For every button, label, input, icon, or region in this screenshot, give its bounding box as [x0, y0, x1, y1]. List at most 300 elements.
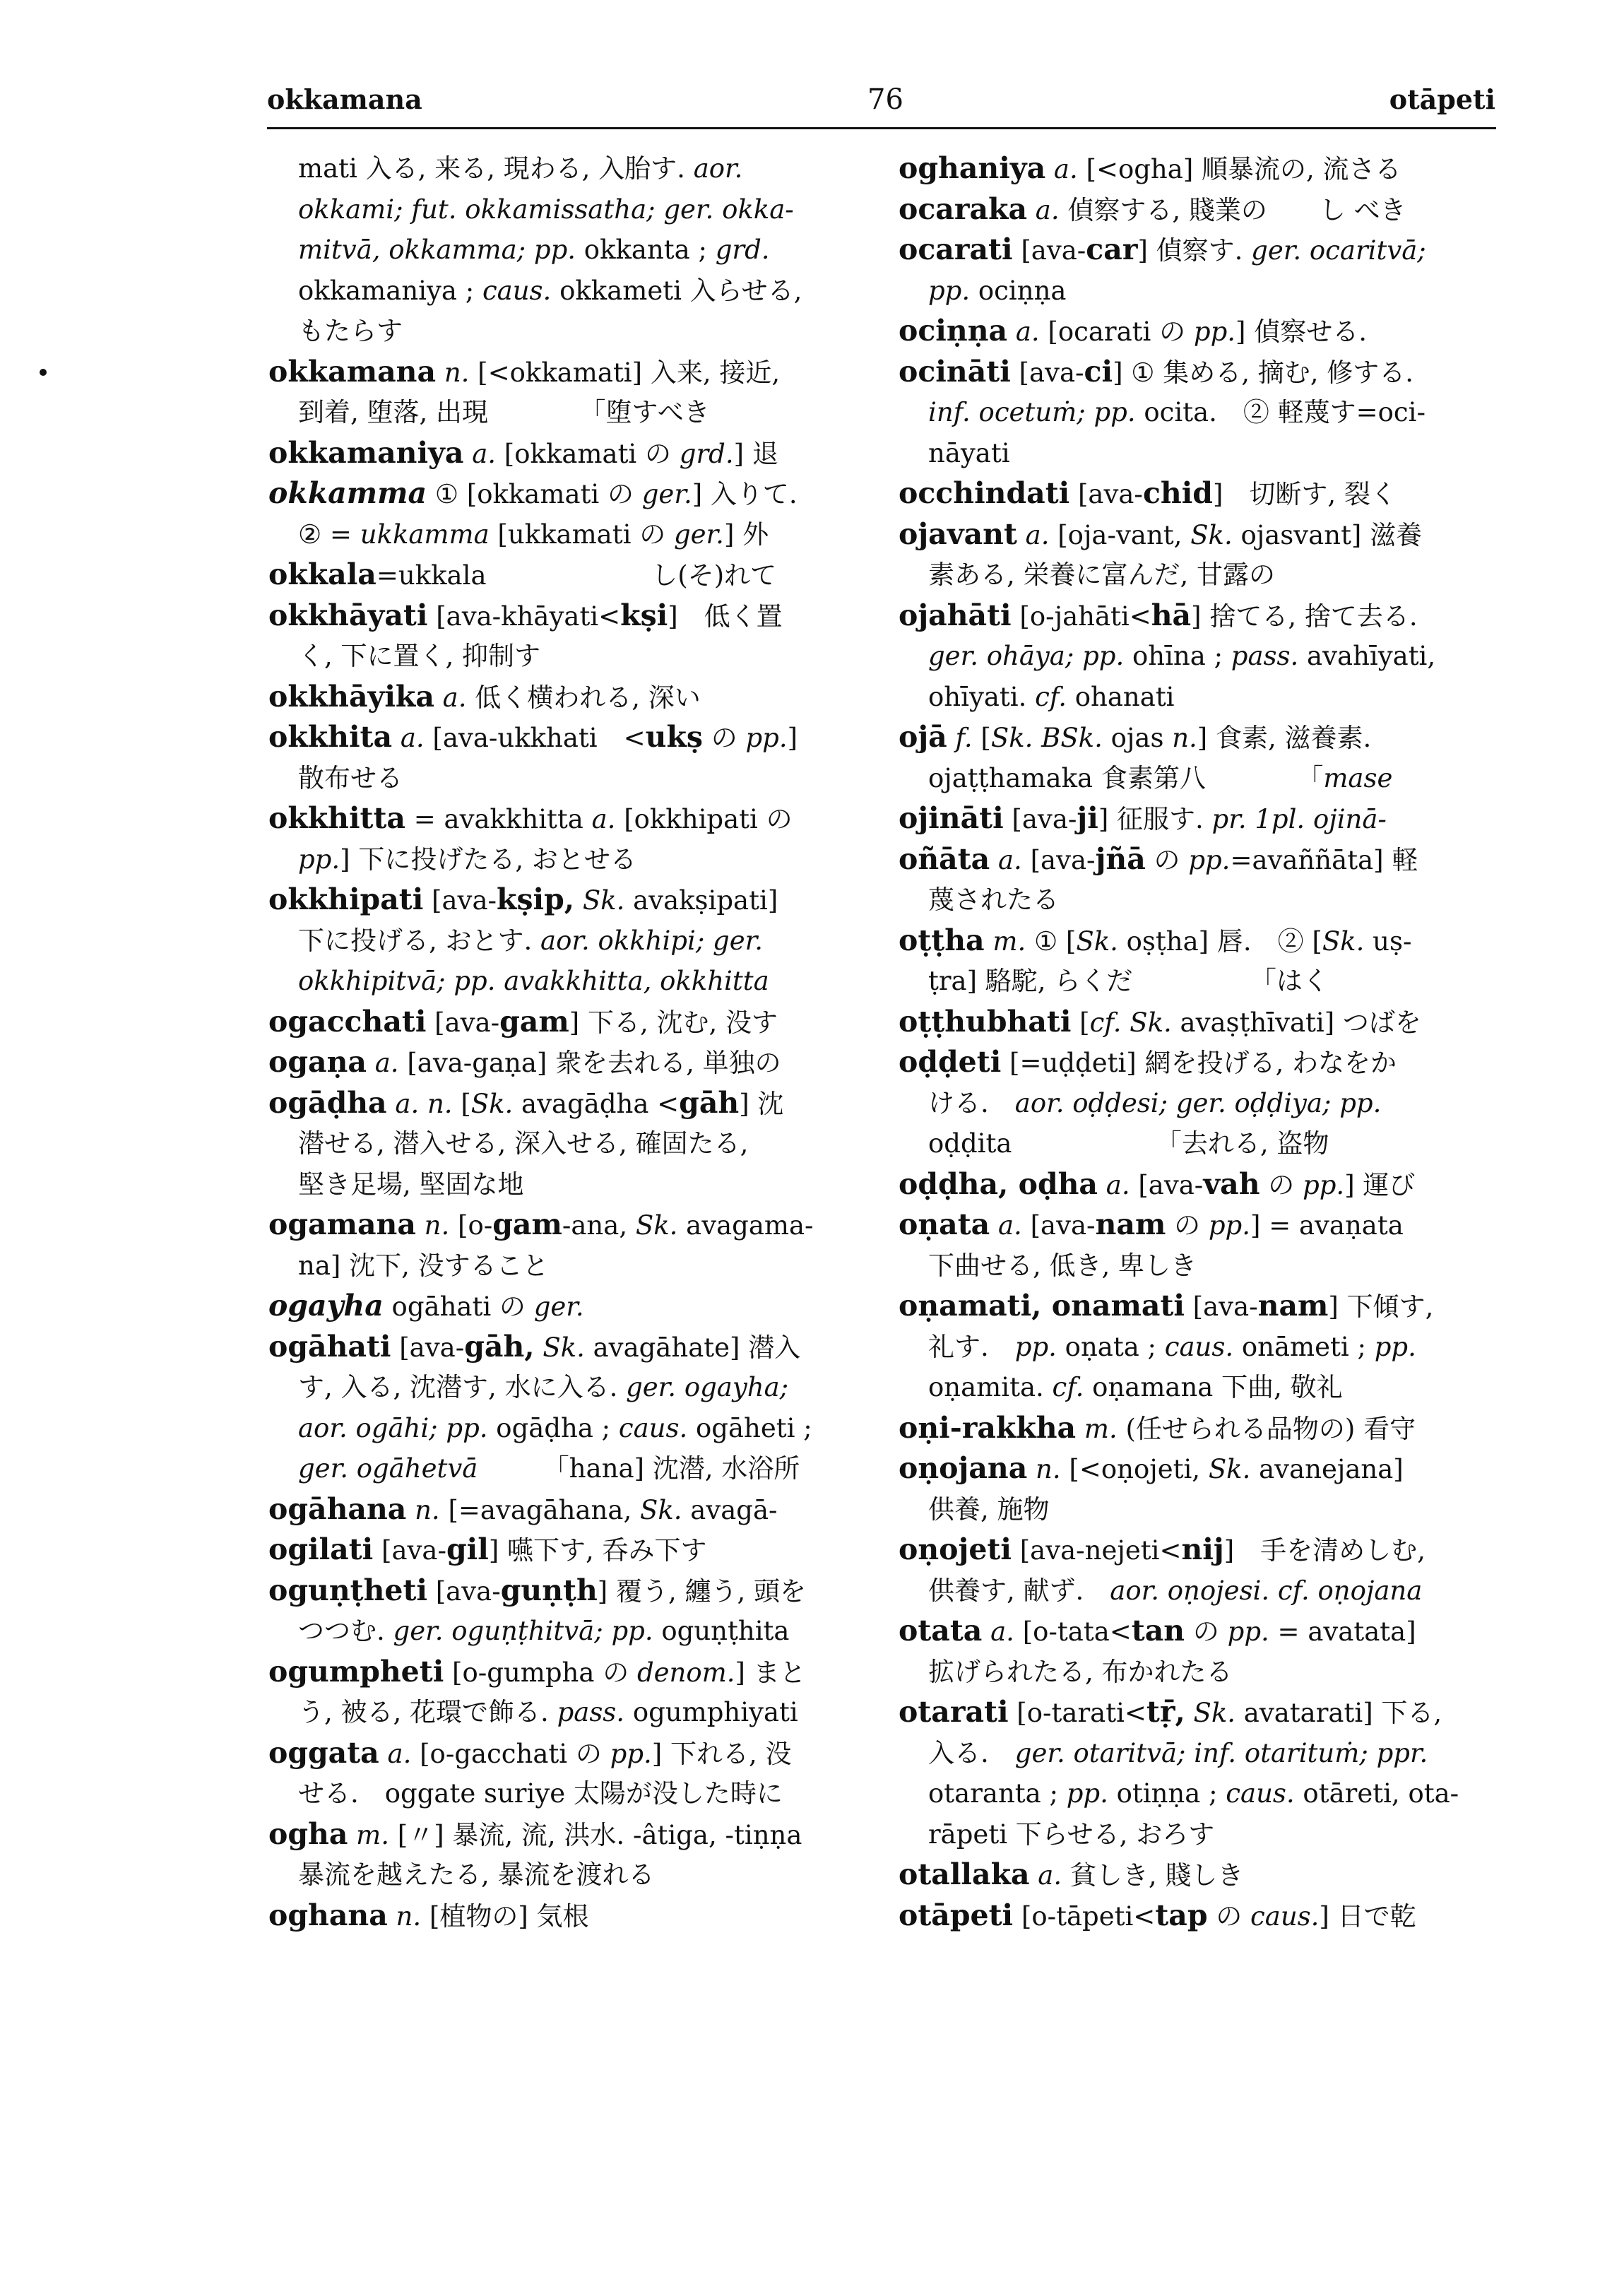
entry-text: caus.	[1226, 1778, 1295, 1809]
headword: ogāḍha	[268, 1085, 387, 1120]
entry-continuation-line	[268, 839, 869, 880]
entry-continuation-line	[268, 1367, 869, 1408]
entry-text: a.	[1007, 317, 1040, 347]
entry-line	[268, 1489, 869, 1530]
headword: nam	[1257, 1289, 1329, 1323]
headword: ogāhana	[268, 1491, 407, 1526]
headword: gil	[446, 1532, 489, 1566]
entry-text: pp.	[1227, 1616, 1269, 1647]
entry-text: 潜せる, 潜入せる, 深入せる, 確固たる,	[298, 1128, 749, 1159]
entry-text: ] 沈	[739, 1088, 784, 1119]
entry-text: [okkhipati の	[615, 804, 793, 834]
entry-continuation-line	[899, 271, 1499, 312]
entry-text: a.	[1029, 1860, 1062, 1891]
entry-text: Sk.	[635, 1210, 678, 1241]
entry-text: ] 下傾す,	[1328, 1291, 1434, 1322]
entry-continuation-line	[268, 148, 869, 189]
entry-text: 暴流を越えたる, 暴流を渡れる	[298, 1860, 655, 1890]
entry-text: せる. oggate suriye 太陽が没した時に	[298, 1778, 783, 1809]
headword: oṭṭha	[899, 923, 985, 957]
entry-text: grd.	[715, 235, 770, 265]
entry-line	[899, 311, 1499, 352]
header-rule	[267, 127, 1496, 129]
entry-text: avagāhate] 潜入	[584, 1332, 801, 1363]
entry-text: -ana,	[562, 1210, 636, 1241]
entry-text: caus.	[1250, 1900, 1320, 1932]
entry-text: [ava-	[1184, 1291, 1258, 1322]
entry-text: =ukkala し(そ)れて	[376, 560, 777, 591]
entry-line	[268, 473, 869, 514]
entry-text: [=uḍḍeti] 網を投げる, わなをか	[1001, 1048, 1397, 1078]
entry-text: pp.	[928, 275, 971, 306]
entry-continuation-line	[899, 1327, 1499, 1368]
entry-text: n.	[406, 1494, 440, 1525]
entry-line	[899, 839, 1499, 880]
entry-text: ukkamma	[360, 519, 490, 550]
entry-text: ohanati	[1067, 681, 1175, 712]
headword: ojā	[899, 720, 947, 754]
headword: oṇamati, onamati	[899, 1289, 1185, 1323]
entry-text: ]	[787, 723, 798, 753]
entry-text: ] 日で乾	[1319, 1900, 1416, 1932]
headword: jñā	[1095, 841, 1146, 876]
entry-line	[899, 1692, 1499, 1733]
entry-text: ohīyati.	[928, 681, 1036, 712]
entry-text: 入る.	[928, 1737, 1015, 1768]
entry-text: 到着, 堕落, 出現 「堕すべき	[298, 397, 710, 427]
entry-continuation-line	[899, 758, 1499, 799]
entry-text: [<ogha] 順暴流の, 流さる	[1077, 154, 1401, 184]
entry-text: aor. okkhipi; ger.	[540, 925, 764, 956]
entry-text: aor.	[693, 153, 743, 184]
entry-continuation-line	[268, 1246, 869, 1287]
entry-text: =avaññāta] 軽	[1230, 844, 1418, 875]
entry-text: ger.	[673, 519, 724, 550]
entry-text: m.	[984, 926, 1026, 957]
entry-text: Sk.	[1190, 519, 1233, 550]
entry-text: = avatata]	[1269, 1616, 1416, 1647]
headword: gāh	[679, 1085, 740, 1120]
entry-continuation-line	[899, 961, 1499, 1002]
entry-continuation-line	[899, 1814, 1499, 1855]
entry-line	[268, 1286, 869, 1327]
headword: ukṣ	[645, 720, 703, 754]
entry-text: denom.	[636, 1657, 735, 1688]
entry-line	[899, 230, 1499, 271]
entry-text: 供養, 施物	[928, 1494, 1050, 1525]
headword: nij	[1181, 1532, 1224, 1566]
entry-text: [ocarati の	[1039, 317, 1194, 347]
headword: otarati	[899, 1695, 1009, 1729]
entry-line	[899, 1611, 1499, 1652]
headword: nam	[1095, 1207, 1166, 1241]
entry-text: ger. otaritvā; inf. otarituṁ; ppr.	[1014, 1737, 1428, 1768]
entry-text: の	[1260, 1169, 1303, 1200]
entry-text: ] 嚥下す, 呑み下す	[488, 1535, 707, 1566]
entry-text: [ava-	[1069, 479, 1143, 509]
headword: car	[1086, 232, 1138, 266]
headword: guṇṭh	[500, 1573, 598, 1607]
entry-text: ] 運び	[1344, 1169, 1416, 1200]
entry-text: pp.	[1014, 1331, 1057, 1362]
headword: ogacchati	[268, 1004, 427, 1039]
entry-text: okkanta ;	[583, 235, 716, 265]
headword: gam	[499, 1004, 569, 1039]
entry-text: oguṇṭhita	[653, 1616, 790, 1646]
entry-text: の	[1166, 1210, 1209, 1241]
entry-text: pp.	[1374, 1331, 1416, 1362]
entry-text: ] 入りて.	[692, 479, 798, 509]
entry-text: [o-gumpha の	[444, 1657, 637, 1688]
entry-text: [<okkamati] 入来, 接近,	[469, 357, 781, 388]
headword: otāpeti	[899, 1898, 1014, 1932]
entry-line	[268, 433, 869, 474]
entry-text: 堅き足場, 堅固な地	[298, 1169, 524, 1200]
headword: ogamana	[268, 1207, 416, 1241]
entry-text: pass.	[557, 1697, 625, 1727]
entry-text: [ava-	[427, 1575, 501, 1607]
headword: okkhita	[268, 720, 393, 754]
entry-text: Sk.	[1322, 926, 1365, 957]
entry-continuation-line	[268, 758, 869, 799]
entry-line	[899, 1002, 1499, 1043]
entry-text: [ava-	[426, 1007, 500, 1038]
entry-continuation-line	[268, 1692, 869, 1733]
entry-text: na] 沈下, 没すること	[298, 1250, 549, 1281]
entry-text: 供養す, 献ず.	[928, 1575, 1110, 1606]
entry-text: [	[1071, 1007, 1090, 1038]
headword: chid	[1142, 476, 1213, 510]
entry-text: Sk.	[582, 885, 625, 916]
entry-text: [o-jahāti<	[1011, 601, 1151, 632]
entry-text: pp.	[1066, 1778, 1108, 1809]
entry-text: [ava-gaṇa] 衆を去れる, 単独の	[398, 1048, 781, 1078]
entry-text: = avakkhitta	[405, 804, 592, 834]
headword: vah	[1203, 1166, 1260, 1201]
entry-text: ger.	[641, 479, 692, 509]
entry-line	[899, 1448, 1499, 1489]
entry-line	[899, 1164, 1499, 1205]
entry-text: cf.	[1052, 1372, 1084, 1402]
headword: hā	[1151, 598, 1192, 632]
entry-continuation-line	[268, 1448, 869, 1489]
entry-text: mati 入る, 来る, 現わる, 入胎す.	[298, 153, 694, 184]
entry-text: ohīna ;	[1124, 641, 1231, 671]
headword: otallaka	[899, 1857, 1030, 1891]
entry-continuation-line	[899, 1367, 1499, 1408]
entry-text: 蔑されたる	[928, 885, 1059, 915]
entry-continuation-line	[268, 1611, 869, 1652]
entry-text: avanejana]	[1250, 1454, 1404, 1484]
entry-line	[899, 473, 1499, 514]
entry-text: rāpeti 下らせる, おろす	[928, 1819, 1215, 1850]
entry-text: avagama-	[677, 1210, 814, 1241]
entry-text: つつむ.	[298, 1616, 393, 1646]
entry-continuation-line	[899, 555, 1499, 596]
headword: okkhitta	[268, 801, 405, 835]
entry-text: ] 低く置	[668, 601, 783, 632]
entry-line	[268, 555, 869, 596]
entry-text: n.	[1027, 1454, 1061, 1484]
entry-text: pp.	[1208, 1210, 1250, 1241]
page-number: 76	[867, 83, 903, 116]
entry-text: 下に投げる, おとす.	[298, 925, 541, 956]
entry-text: [ava-	[1003, 804, 1077, 834]
entry-text: a.	[1098, 1169, 1130, 1200]
entry-text: a.	[1017, 519, 1050, 550]
entry-text: okkameti 入らせる,	[551, 275, 802, 306]
headword: oṭṭhubhati	[899, 1004, 1072, 1039]
headword: ji	[1077, 801, 1098, 835]
entry-text: ] 偵察す.	[1137, 235, 1252, 266]
entry-text: n.	[1172, 723, 1197, 753]
entry-text: oḍḍita 「去れる, 盗物	[928, 1128, 1329, 1159]
entry-text: ojasvant] 滋養	[1232, 519, 1423, 550]
entry-text	[1185, 1698, 1194, 1728]
entry-text: す, 入る, 沈潜す, 水に入る.	[298, 1372, 627, 1402]
entry-line	[899, 189, 1499, 230]
entry-text: ogāhati の	[383, 1291, 534, 1322]
entry-continuation-line	[899, 1571, 1499, 1612]
entry-text: a.	[591, 804, 616, 834]
entry-text: 貧しき, 賤しき	[1062, 1860, 1244, 1891]
entry-text: ogāḍha ;	[487, 1412, 619, 1443]
entry-text: m.	[1076, 1413, 1118, 1444]
entry-text: aor. ogāhi; pp.	[298, 1412, 488, 1443]
entry-text: ] ① 集める, 摘む, 修する.	[1113, 357, 1413, 388]
entry-continuation-line	[899, 1083, 1499, 1124]
entry-text: ] 切断す, 裂く	[1212, 479, 1397, 509]
entry-text	[574, 885, 583, 916]
headword: okkamma	[268, 476, 427, 510]
entry-line	[268, 1530, 869, 1571]
entry-text: pp.	[1188, 844, 1231, 875]
entry-text: avagā-	[682, 1494, 778, 1525]
entry-text: [o-	[449, 1210, 493, 1241]
entry-line	[899, 352, 1499, 393]
entry-text: oṇata ;	[1056, 1331, 1165, 1362]
headword: kṣi	[620, 598, 668, 632]
entry-text: a.	[982, 1616, 1014, 1647]
entry-text: a.	[434, 682, 467, 713]
headword: gam	[492, 1207, 562, 1241]
entry-continuation-line	[899, 1733, 1499, 1774]
entry-text: ける.	[928, 1087, 1015, 1118]
entry-text: oṇamita.	[928, 1372, 1053, 1402]
entry-text	[535, 1332, 543, 1363]
headword: oṇata	[899, 1207, 990, 1241]
entry-text: [okkamati の	[496, 438, 680, 469]
entry-text: ] まと	[735, 1657, 806, 1688]
entry-text: ] 下る, 沈む, 没す	[569, 1007, 778, 1038]
entry-text: onāmeti ;	[1233, 1331, 1375, 1362]
entry-text: a.	[379, 1738, 412, 1769]
entry-text: ger. oguṇṭhitvā; pp.	[393, 1616, 653, 1646]
entry-text: 素ある, 栄養に富んだ, 甘露の	[928, 560, 1276, 590]
entry-line	[899, 148, 1499, 189]
entry-text: [ava-	[1021, 844, 1096, 875]
entry-text: pass.	[1231, 641, 1299, 671]
right-column	[899, 148, 1499, 1936]
headword: kṣip,	[497, 882, 575, 916]
entry-line	[268, 717, 869, 758]
running-header-left: okkamana	[267, 83, 422, 115]
headword: oghana	[268, 1898, 388, 1932]
entry-text: avaṣṭhīvati] つばを	[1171, 1007, 1421, 1038]
entry-text: の	[1145, 844, 1189, 875]
headword: okkhāyika	[268, 679, 434, 714]
entry-continuation-line	[268, 189, 869, 230]
headword: tap	[1155, 1898, 1208, 1932]
headword: ogaṇa	[268, 1045, 367, 1079]
entry-text: 「hana] 沈潜, 水浴所	[478, 1453, 800, 1484]
headword: otata	[899, 1614, 983, 1648]
entry-line	[899, 1286, 1499, 1327]
entry-continuation-line	[268, 230, 869, 271]
entry-line	[268, 1042, 869, 1083]
entry-text: [ava-khāyati<	[427, 601, 621, 632]
entry-text: ] 征服す.	[1098, 804, 1212, 834]
entry-continuation-line	[899, 433, 1499, 474]
entry-text: okkhipitvā; pp. avakkhitta, okkhitta	[298, 966, 769, 996]
headword: occhindati	[899, 476, 1070, 510]
entry-continuation-line	[899, 1246, 1499, 1287]
entry-text: [o-tarati<	[1008, 1698, 1146, 1728]
headword: oḍḍeti	[899, 1045, 1002, 1079]
headword: ogha	[268, 1816, 348, 1851]
entry-text: oṣṭha] 唇. ② [	[1118, 926, 1322, 957]
entry-text: Sk. BSk.	[990, 723, 1103, 753]
entry-continuation-line	[268, 921, 869, 962]
entry-text: a.	[366, 1048, 399, 1078]
entry-text: pp.	[610, 1738, 652, 1769]
headword: oṇojana	[899, 1451, 1028, 1485]
entry-text: [o-gacchati の	[411, 1738, 610, 1769]
headword: oñāta	[899, 841, 990, 876]
entry-line	[268, 1571, 869, 1612]
entry-line	[268, 1652, 869, 1693]
entry-text: ② =	[298, 519, 360, 550]
entry-text: ] = avaṇata	[1250, 1210, 1404, 1241]
entry-line	[268, 798, 869, 839]
headword: ogāhati	[268, 1329, 391, 1364]
entry-text: ogumphiyati	[624, 1697, 798, 1727]
entry-line	[899, 1042, 1499, 1083]
entry-line	[899, 717, 1499, 758]
entry-text: mase	[1323, 762, 1393, 793]
entry-text: 散布せる	[298, 762, 403, 793]
entry-text: ] 手を清めしむ,	[1223, 1535, 1426, 1566]
entry-continuation-line	[899, 1773, 1499, 1814]
entry-text: Sk.	[543, 1332, 585, 1363]
entry-text: a.	[990, 844, 1022, 875]
headword: okkala	[268, 557, 377, 591]
entry-text: a.	[1027, 194, 1060, 225]
entry-text: [o-tata<	[1014, 1616, 1132, 1647]
headword: oṇi-rakkha	[899, 1410, 1077, 1445]
entry-line	[899, 1530, 1499, 1571]
entry-continuation-line	[899, 636, 1499, 677]
entry-line	[268, 880, 869, 921]
entry-line	[899, 1205, 1499, 1246]
entry-text: okkami; fut. okkamissatha; ger. okka-	[298, 194, 794, 225]
entry-text: ger.	[533, 1291, 584, 1322]
entry-text: Sk.	[1193, 1698, 1236, 1728]
headword: oghaniya	[899, 151, 1046, 185]
entry-text: の	[1185, 1616, 1228, 1647]
headword: ogumpheti	[268, 1654, 444, 1689]
entry-line	[268, 1083, 869, 1124]
headword: ojināti	[899, 801, 1004, 835]
entry-continuation-line	[899, 677, 1499, 718]
entry-line	[268, 1896, 869, 1937]
running-header-right: otāpeti	[1389, 83, 1495, 115]
entry-line	[268, 352, 869, 393]
entry-text: caus.	[618, 1412, 688, 1443]
entry-text: 低く横われる, 深い	[466, 682, 701, 713]
entry-text: inf. ocetuṁ; pp.	[928, 397, 1136, 427]
entry-text: の	[1207, 1900, 1251, 1932]
entry-continuation-line	[268, 961, 869, 1002]
entry-text: avatarati] 下る,	[1235, 1698, 1442, 1728]
entry-text: ] 偵察せる.	[1235, 317, 1368, 347]
entry-continuation-line	[268, 636, 869, 677]
entry-text: ger. ocaritvā;	[1251, 235, 1426, 266]
entry-text: 拡げられたる, 布かれたる	[928, 1656, 1233, 1687]
entry-text: ogāheti ;	[687, 1412, 812, 1443]
entry-line	[899, 921, 1499, 962]
entry-text: [ava-	[1010, 357, 1084, 388]
entry-text: avahīyati,	[1298, 641, 1436, 671]
entry-text: の	[702, 723, 746, 753]
headword: oguṇṭheti	[268, 1573, 427, 1607]
entry-text: 礼す.	[928, 1331, 1015, 1362]
headword: okkamaniya	[268, 435, 464, 470]
entry-continuation-line	[899, 392, 1499, 433]
entry-line	[899, 1855, 1499, 1896]
entry-text: cf.	[1035, 681, 1067, 712]
headword: ojavant	[899, 516, 1017, 551]
headword: oṇojeti	[899, 1532, 1012, 1566]
entry-continuation-line	[899, 1123, 1499, 1164]
entry-text: a.	[1045, 154, 1078, 184]
entry-text: pr. 1pl. ojinā-	[1211, 804, 1387, 834]
entry-line	[899, 596, 1499, 637]
entry-text: pp.	[1303, 1169, 1345, 1200]
entry-text: f.	[947, 723, 973, 753]
entry-text: 偵察する, 賤業の し べき	[1059, 194, 1406, 225]
entry-continuation-line	[899, 1489, 1499, 1530]
entry-text: [ava-nejeti<	[1011, 1535, 1182, 1566]
entry-text: [	[972, 723, 991, 753]
entry-text: Sk.	[1208, 1454, 1251, 1484]
entry-text: [oja-vant,	[1049, 519, 1191, 550]
margin-mark	[40, 369, 47, 376]
headword: ocaraka	[899, 191, 1028, 226]
entry-continuation-line	[268, 1408, 869, 1449]
entry-continuation-line	[268, 1773, 869, 1814]
entry-continuation-line	[268, 514, 869, 555]
headword: tṝ,	[1146, 1695, 1185, 1729]
entry-text: uṣ-	[1364, 926, 1412, 957]
entry-text: ] 食素, 滋養素.	[1197, 723, 1372, 753]
entry-text: ger. ogāhetvā	[298, 1453, 478, 1484]
entry-text: ojaṭṭhamaka 食素第八 「	[928, 762, 1324, 793]
entry-text: a.	[990, 1210, 1022, 1241]
entry-text: ] 退	[733, 438, 778, 469]
entry-text: aor. oṇojesi. cf. oṇojana	[1110, 1575, 1423, 1606]
entry-text: ] 下に投げたる, おとせる	[340, 844, 636, 875]
